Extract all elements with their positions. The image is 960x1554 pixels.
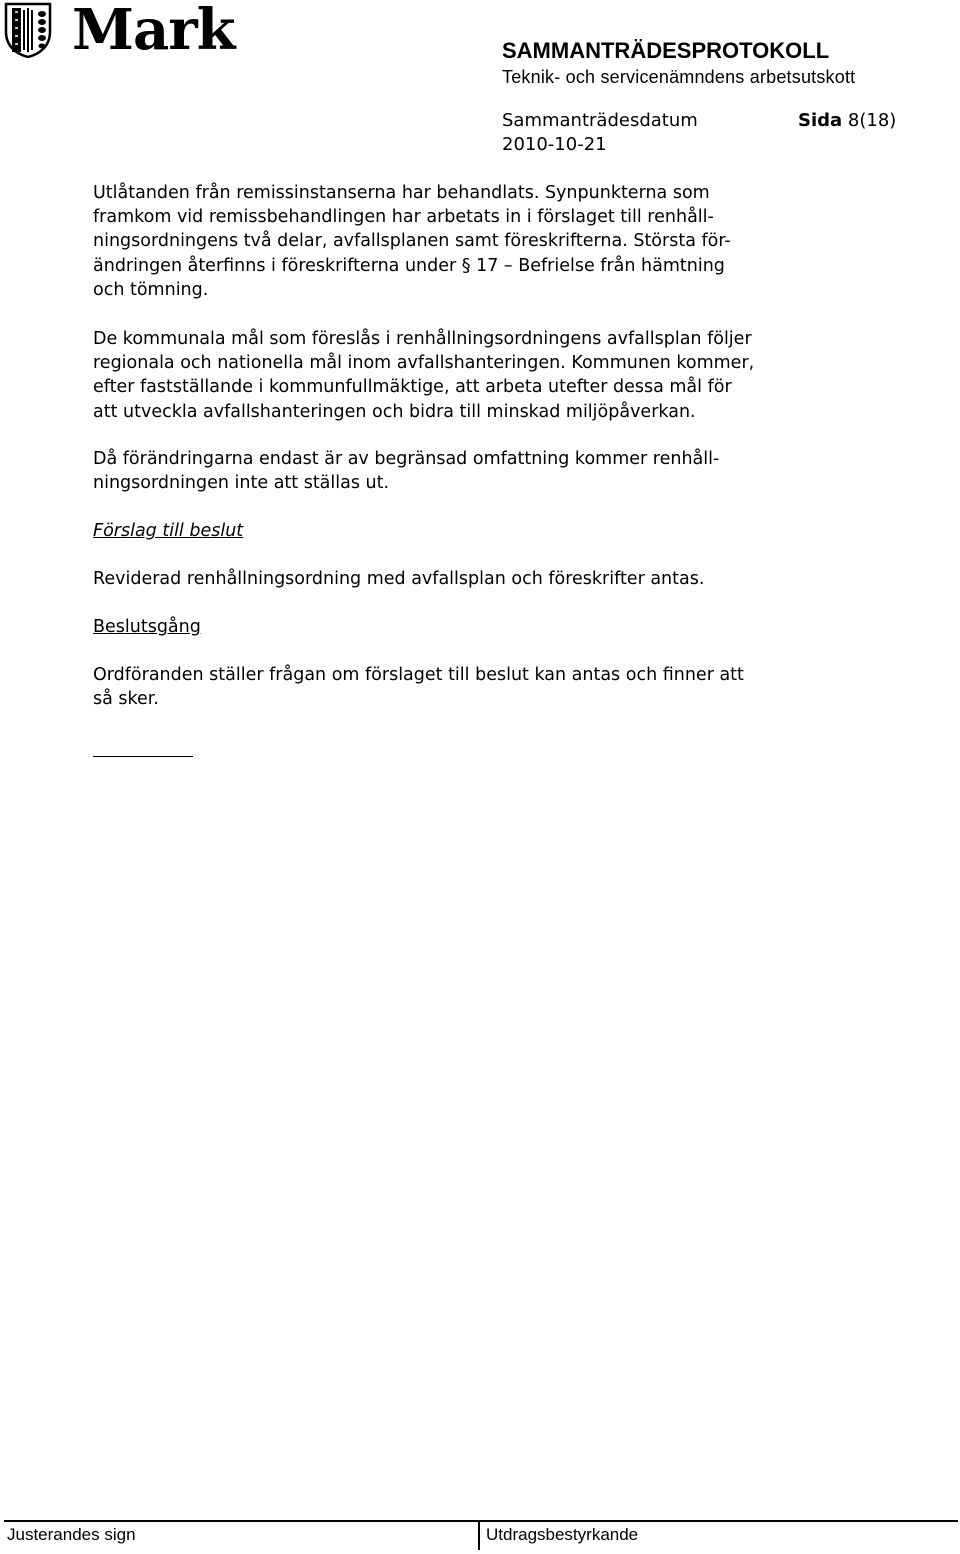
meeting-date-label: Sammanträdesdatum <box>502 110 698 131</box>
paragraph-line: så sker. <box>93 689 159 710</box>
municipal-coat-of-arms-icon <box>4 2 52 58</box>
paragraph-line: framkom vid remissbehandlingen har arbetats in i förslaget till renhåll- <box>93 207 714 228</box>
page-indicator <box>798 110 896 132</box>
document-title: SAMMANTRÄDESPROTOKOLL <box>502 38 830 63</box>
footer-adjuster-signature: Justerandes sign <box>7 1525 136 1544</box>
paragraph-proposal <box>93 567 704 591</box>
paragraph-line: Ordföranden ställer frågan om förslaget till beslut kan antas och finner att <box>93 665 744 685</box>
paragraph-line: att utveckla avfallshanteringen och bidra till minskad miljöpåverkan. <box>93 401 696 422</box>
meeting-date: 2010-10-21 <box>502 134 607 155</box>
heading-proposal: Förslag till beslut <box>93 521 244 541</box>
paragraph-municipal-goals <box>93 327 754 424</box>
paragraph-line: ändringen återfinns i föreskrifterna under § 17 – Befrielse från hämtning <box>93 255 725 276</box>
paragraph-line: ningsordningen inte att ställas ut. <box>93 473 390 494</box>
paragraph-line: De kommunala mål som föreslås i renhållningsordningens avfallsplan följer <box>93 329 752 349</box>
paragraph-remiss-summary <box>93 181 731 302</box>
paragraph-line: och tömning. <box>93 279 209 300</box>
paragraph-line: Reviderad renhållningsordning med avfallsplan och föreskrifter antas. <box>93 569 705 589</box>
footer-column-separator <box>478 1520 480 1550</box>
paragraph-line: Utlåtanden från remissinstanserna har behandlats. Synpunkterna som <box>93 183 710 203</box>
heading-decision-process: Beslutsgång <box>93 617 201 637</box>
footer-divider <box>4 1520 958 1522</box>
logo-wordmark: Mark <box>72 0 235 63</box>
paragraph-line: Då förändringarna endast är av begränsad omfattning kommer renhåll- <box>93 449 720 469</box>
paragraph-line: efter fastställande i kommunfullmäktige, att arbeta utefter dessa mål för <box>93 377 732 398</box>
page-label: Sida <box>798 110 843 131</box>
section-end-rule <box>93 756 193 757</box>
paragraph-changes-scope <box>93 447 719 495</box>
footer-extract-certification: Utdragsbestyrkande <box>486 1525 639 1544</box>
paragraph-line: ningsordningens två delar, avfallsplanen samt föreskrifterna. Största för- <box>93 231 731 252</box>
paragraph-line: regionala och nationella mål inom avfallshanteringen. Kommunen kommer, <box>93 353 755 374</box>
municipality-logo <box>4 2 244 62</box>
page-number: 8(18) <box>847 110 897 131</box>
paragraph-decision <box>93 663 744 711</box>
document-subtitle: Teknik- och servicenämndens arbetsutskott <box>502 67 856 87</box>
